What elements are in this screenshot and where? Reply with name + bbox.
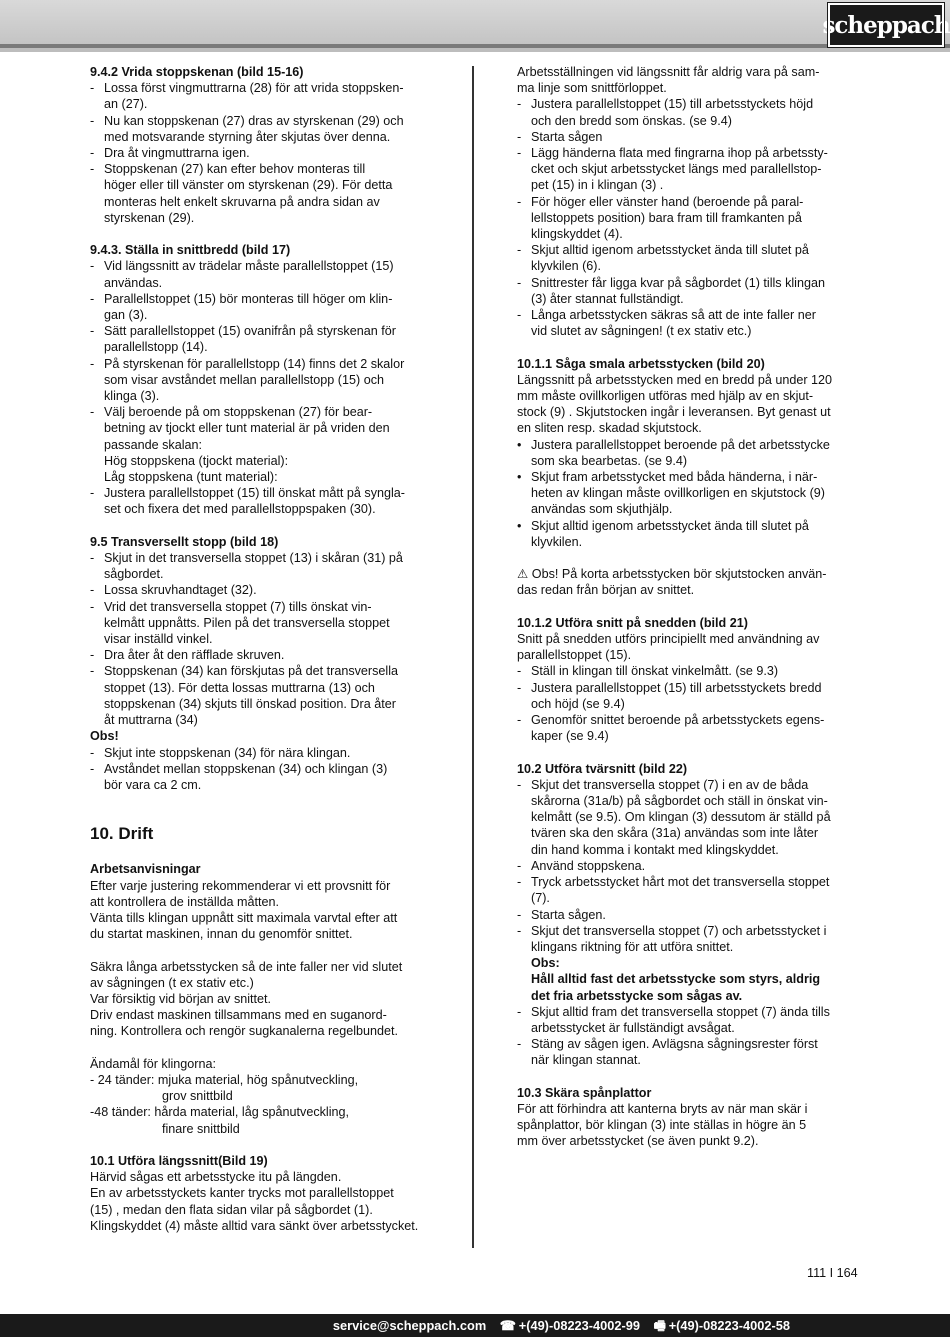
list-item-line: sågbordet. xyxy=(104,567,164,582)
bullet-marker: - xyxy=(517,308,522,323)
list-item-line: tvären ska den skåra (31a) användas som inte låter xyxy=(531,826,819,841)
bullet-marker: - xyxy=(517,129,522,144)
text-line: en sliten resp. skadad skjutstock. xyxy=(517,421,702,436)
text-line: Längssnitt på arbetsstycken med en bredd på under 120 xyxy=(517,372,833,387)
list-item-line: Vid längssnitt av trädelar måste parallellstoppet (15) xyxy=(104,259,394,274)
bullet-marker: - xyxy=(517,194,522,209)
text-line: att kontrollera de inställda måtten. xyxy=(90,894,280,909)
bullet-list xyxy=(90,258,435,517)
bullet-marker: - xyxy=(90,599,95,614)
bullet-marker: - xyxy=(90,583,95,598)
list-item-line: Skjut alltid fram det transversella stoppet (7) ända tills xyxy=(531,1004,830,1019)
obs-line: det fria arbetsstycke som sågas av. xyxy=(531,988,743,1003)
bullet-marker: - xyxy=(517,875,522,890)
footer-email[interactable]: service@scheppach.com xyxy=(332,1318,487,1333)
bullet-marker: - xyxy=(517,680,522,695)
text-line: Vänta tills klingan uppnått sitt maximala varvtal efter att xyxy=(90,910,398,925)
paragraph xyxy=(517,1101,857,1150)
paragraph xyxy=(90,1169,435,1234)
list-item xyxy=(90,582,435,598)
list-item xyxy=(517,680,857,712)
bullet-marker: - xyxy=(517,664,522,679)
text-line: För att förhindra att kanterna bryts av när man skär i xyxy=(517,1101,808,1116)
list-item xyxy=(90,404,435,485)
list-item-line: kelmått (se 9.5). Om klingan (3) dessutom är ställd på xyxy=(531,810,831,825)
paragraph xyxy=(517,64,857,96)
text-line: Driv endast maskinen tillsammans med en suganord- xyxy=(90,1008,387,1023)
list-item-line: Skjut det transversella stoppet (7) och arbetsstycket i xyxy=(531,923,827,938)
list-item xyxy=(90,745,435,761)
tooth-line: - 24 tänder: mjuka material, hög spånutveckling, xyxy=(90,1072,359,1087)
bullet-marker: - xyxy=(517,243,522,258)
list-item-line: cket och skjut arbetsstycket längs med parallellstop- xyxy=(531,162,822,177)
bullet-marker: - xyxy=(90,405,95,420)
text-line: Var försiktig vid början av snittet. xyxy=(90,991,272,1006)
bullet-marker: - xyxy=(90,146,95,161)
bullet-marker: - xyxy=(517,777,522,792)
list-item-line: Skjut in det transversella stoppet (13) i skåran (31) på xyxy=(104,551,403,566)
list-item-line: vid slutet av sågningen! (t ex stativ etc.) xyxy=(531,324,752,339)
footer-bar xyxy=(0,1314,950,1337)
list-item-line: Skjut det transversella stoppet (7) i en av de båda xyxy=(531,777,809,792)
list-item-line: an (27). xyxy=(104,97,148,112)
bullet-marker: - xyxy=(90,81,95,96)
list-item-line: pet (15) in i klingan (3) . xyxy=(531,178,664,193)
list-item-line: som ska bearbetas. (se 9.4) xyxy=(531,453,688,468)
obs-line: Håll alltid fast det arbetsstycke som styrs, aldrig xyxy=(531,972,821,987)
list-item xyxy=(90,550,435,582)
tooth-line: grov snittbild xyxy=(162,1089,233,1104)
list-item xyxy=(90,761,435,793)
list-item xyxy=(517,242,857,274)
footer-phone: +(49)-08223-4002-99 xyxy=(518,1318,641,1333)
list-item xyxy=(90,258,435,290)
list-item xyxy=(517,663,857,679)
left-column xyxy=(90,64,435,1234)
list-item-line: Ställ in klingan till önskat vinkelmått. (se 9.3) xyxy=(531,664,779,679)
section-title: 9.4.3. Ställa in snittbredd (bild 17) xyxy=(90,243,291,258)
list-item xyxy=(90,599,435,648)
fax-icon: 🖷 xyxy=(653,1318,666,1333)
text-line: Snitt på snedden utförs principiellt med användning av xyxy=(517,632,820,647)
section-title: 10.2 Utföra tvärsnitt (bild 22) xyxy=(517,761,688,776)
bullet-marker: - xyxy=(90,162,95,177)
list-item-line: passande skalan: xyxy=(104,437,203,452)
list-item-line: kelmått uppnåtts. Pilen på det transversella stoppet xyxy=(104,615,390,630)
list-item xyxy=(517,194,857,243)
bullet-marker: - xyxy=(517,275,522,290)
list-item xyxy=(90,485,435,517)
list-item-line: åt muttrarna (34) xyxy=(104,713,198,728)
list-item-line: betning av tjockt eller tunt material är på vriden den xyxy=(104,421,390,436)
list-item-line: stoppet (13). För detta lossas muttrarna (13) och xyxy=(104,680,375,695)
list-item-line: heten av klingan måste ovillkorligen en skjutstock (9) xyxy=(531,486,825,501)
obs-label: Obs: xyxy=(531,956,560,971)
phone-icon: ☎ xyxy=(499,1318,516,1333)
text-line: Efter varje justering rekommenderar vi ett provsnitt för xyxy=(90,878,391,893)
list-item xyxy=(517,469,857,518)
list-item-line: när klingan stannat. xyxy=(531,1053,641,1068)
list-item-line: Snittrester får ligga kvar på sågbordet (1) tills klingan xyxy=(531,275,825,290)
list-item-line: Nu kan stoppskenan (27) dras av styrskenan (29) och xyxy=(104,113,404,128)
text-line: mm över arbetsstycket (se även punkt 9.2). xyxy=(517,1134,759,1149)
list-item-line: Stäng av sågen igen. Avlägsna sågningsrester först xyxy=(531,1037,818,1052)
list-item-line: Justera parallellstoppet (15) till önskat mått på syngla- xyxy=(104,486,405,501)
list-item-line: Skjut inte stoppskenan (34) för nära klingan. xyxy=(104,745,351,760)
list-item-line: Dra åt vingmuttrarna igen. xyxy=(104,146,250,161)
list-item-line: klingans riktning för att utföra snittet. xyxy=(531,939,734,954)
list-item-line: gan (3). xyxy=(104,308,148,323)
list-item xyxy=(517,518,857,550)
list-item-line: Justera parallellstoppet beroende på det arbetsstycke xyxy=(531,437,830,452)
list-item-line: Starta sågen. xyxy=(531,907,606,922)
list-item-line: höger eller till vänster om styrskenan (29). För detta xyxy=(104,178,393,193)
list-item-line: Starta sågen xyxy=(531,129,603,144)
bullet-marker: - xyxy=(90,486,95,501)
list-item-line: klingskyddet (4). xyxy=(531,227,623,242)
text-line: ning. Kontrollera och rengör sugkanalerna regelbundet. xyxy=(90,1024,399,1039)
list-item-line: Använd stoppskena. xyxy=(531,858,646,873)
list-item-line: Skjut alltid igenom arbetsstycket ända till slutet på xyxy=(531,243,809,258)
text-line: Härvid sågas ett arbetsstycke itu på längden. xyxy=(90,1170,342,1185)
list-item-line: arbetsstycket är fullständigt avsågat. xyxy=(531,1020,735,1035)
list-item-line: styrskenan (29). xyxy=(104,210,195,225)
list-item-line: Avståndet mellan stoppskenan (34) och klingan (3) xyxy=(104,761,388,776)
list-item-line: (3) åter stannat fullständigt. xyxy=(531,291,684,306)
text-line: En av arbetsstyckets kanter trycks mot parallellstoppet xyxy=(90,1186,394,1201)
list-item xyxy=(517,923,857,955)
bullet-marker: - xyxy=(90,648,95,663)
bullet-list xyxy=(517,437,857,550)
paragraph xyxy=(90,959,435,1040)
list-item xyxy=(517,145,857,194)
bullet-marker: - xyxy=(517,713,522,728)
scheppach-logo xyxy=(822,3,950,47)
list-item-line: Välj beroende på om stoppskenan (27) för bear- xyxy=(104,405,373,420)
list-item xyxy=(517,777,857,858)
tooth-line: finare snittbild xyxy=(162,1121,240,1136)
top-bar xyxy=(0,0,950,48)
tooth-line: -48 tänder: hårda material, låg spånutveckling, xyxy=(90,1105,350,1120)
bullet-list xyxy=(90,80,435,226)
list-item-line: På styrskenan för parallellstopp (14) finns det 2 skalor xyxy=(104,356,405,371)
list-item-line: parallellstopp (14). xyxy=(104,340,208,355)
obs-label: Obs! xyxy=(90,729,119,744)
bullet-marker: • xyxy=(517,518,522,533)
list-item-line: stoppskenan (34) skjuts till önskad position. Dra åter xyxy=(104,696,396,711)
section-title: 10.1.2 Utföra snitt på snedden (bild 21) xyxy=(517,615,748,630)
bullet-list xyxy=(517,777,857,955)
list-item-line: klinga (3). xyxy=(104,389,160,404)
bullet-list xyxy=(90,745,435,794)
list-item-line: och höjd (se 9.4) xyxy=(531,696,625,711)
list-item-line: Lossa skruvhandtaget (32). xyxy=(104,583,257,598)
text-line: spånplattor, bör klingan (3) inte ställas in högre än 5 xyxy=(517,1118,807,1133)
list-item xyxy=(90,356,435,405)
section-title: Arbetsanvisningar xyxy=(90,862,201,877)
list-item-line: Justera parallellstoppet (15) till arbetsstyckets höjd xyxy=(531,97,814,112)
bullet-marker: - xyxy=(517,97,522,112)
list-item xyxy=(517,1036,857,1068)
list-item-line: set och fixera det med parallellstoppspaken (30). xyxy=(104,502,376,517)
list-item-line: Skjut fram arbetsstycket med båda händerna, i när- xyxy=(531,470,818,485)
list-item xyxy=(517,712,857,744)
list-item-line: Justera parallellstoppet (15) till arbetsstyckets bredd xyxy=(531,680,822,695)
list-item-line: klyvkilen (6). xyxy=(531,259,601,274)
text-line: mm måste ovillkorligen utföras med hjälp av en skjut- xyxy=(517,389,814,404)
bullet-marker: - xyxy=(517,1004,522,1019)
list-item xyxy=(517,858,857,874)
section-title: 10.3 Skära spånplattor xyxy=(517,1085,652,1100)
text-line: du startat maskinen, innan du genomför snittet. xyxy=(90,927,353,942)
bullet-marker: - xyxy=(90,291,95,306)
paragraph xyxy=(517,372,857,437)
text-line: (15) , medan den flata sidan vilar på sågbordet (1). xyxy=(90,1202,373,1217)
list-item-line: med motsvarande styrning åter skjutas över denna. xyxy=(104,129,391,144)
text-line: parallellstoppet (15). xyxy=(517,648,632,663)
paragraph xyxy=(90,878,435,943)
paragraph-heading: Ändamål för klingorna: xyxy=(90,1056,217,1071)
list-item-line: Dra åter åt den räfflade skruven. xyxy=(104,648,285,663)
text-line: av sågningen (t ex stativ etc.) xyxy=(90,975,254,990)
list-item xyxy=(90,647,435,663)
bullet-marker: - xyxy=(90,664,95,679)
bullet-marker: • xyxy=(517,470,522,485)
list-item-line: För höger eller vänster hand (beroende på paral- xyxy=(531,194,804,209)
paragraph xyxy=(517,631,857,663)
list-item-line: Stoppskenan (34) kan förskjutas på det transversella xyxy=(104,664,399,679)
list-item-line: bör vara ca 2 cm. xyxy=(104,777,202,792)
list-item-line: Vrid det transversella stoppet (7) tills önskat vin- xyxy=(104,599,372,614)
list-item xyxy=(517,1004,857,1036)
bullet-marker: - xyxy=(90,356,95,371)
list-item xyxy=(517,874,857,906)
bullet-marker: - xyxy=(90,745,95,760)
bullet-list xyxy=(90,550,435,728)
list-item-line: Parallellstoppet (15) bör monteras till höger om klin- xyxy=(104,291,393,306)
list-item xyxy=(90,291,435,323)
text-line: Arbetsställningen vid längssnitt får aldrig vara på sam- xyxy=(517,65,820,79)
list-item-line: (7). xyxy=(531,891,550,906)
top-bar-shadow xyxy=(0,48,950,52)
bullet-list xyxy=(517,96,857,339)
list-item-line: din hand komma i kontakt med klingskyddet. xyxy=(531,842,779,857)
section-title: 9.4.2 Vrida stoppskenan (bild 15-16) xyxy=(90,65,304,79)
bullet-marker: • xyxy=(517,437,522,452)
right-column xyxy=(517,64,857,1150)
chapter-title: 10. Drift xyxy=(90,824,154,844)
text-line: ma linje som snittförloppet. xyxy=(517,81,667,96)
list-item xyxy=(90,161,435,226)
section-title: 9.5 Transversellt stopp (bild 18) xyxy=(90,534,279,549)
text-line: ⚠ Obs! På korta arbetsstycken bör skjutstocken använ- xyxy=(517,567,827,582)
list-item xyxy=(517,96,857,128)
list-item-line: Stoppskenan (27) kan efter behov monteras till xyxy=(104,162,366,177)
list-item-line: och den bredd som önskas. (se 9.4) xyxy=(531,113,732,128)
list-item-line: Tryck arbetsstycket hårt mot det transversella stoppet xyxy=(531,875,830,890)
list-item-line: kaper (se 9.4) xyxy=(531,729,609,744)
list-item-line: användas som skjuthjälp. xyxy=(531,502,673,517)
list-item xyxy=(90,323,435,355)
text-line: Klingskyddet (4) måste alltid vara sänkt över arbetsstycket. xyxy=(90,1218,419,1233)
list-item-line: monteras helt enkelt skruvarna på andra sidan av xyxy=(104,194,380,209)
list-item-line: Genomför snittet beroende på arbetsstyckets egens- xyxy=(531,713,825,728)
list-item xyxy=(517,129,857,145)
bullet-marker: - xyxy=(90,259,95,274)
bullet-marker: - xyxy=(517,858,522,873)
list-item-line: Sätt parallellstoppet (15) ovanifrån på styrskenan för xyxy=(104,324,396,339)
list-item xyxy=(517,907,857,923)
list-item-line: Lossa först vingmuttrarna (28) för att vrida stoppsken- xyxy=(104,81,404,96)
bullet-marker: - xyxy=(517,923,522,938)
warning-paragraph xyxy=(517,566,857,598)
list-item xyxy=(90,113,435,145)
bullet-marker: - xyxy=(90,551,95,566)
list-item-line: Lägg händerna flata med fingrarna ihop på arbetssty- xyxy=(531,146,828,161)
bullet-marker: - xyxy=(517,907,522,922)
bullet-marker: - xyxy=(90,324,95,339)
list-item xyxy=(90,663,435,728)
list-item xyxy=(90,80,435,112)
logo-text: scheppach xyxy=(822,11,950,39)
list-item-line: Hög stoppskena (tjockt material): xyxy=(104,453,289,468)
list-item xyxy=(517,437,857,469)
list-item-line: Låg stoppskena (tunt material): xyxy=(104,470,278,485)
bullet-marker: - xyxy=(517,146,522,161)
section-title: 10.1 Utföra längssnitt(Bild 19) xyxy=(90,1153,268,1168)
list-item-line: Långa arbetsstycken säkras så att de inte faller ner xyxy=(531,308,816,323)
footer-fax: +(49)-08223-4002-58 xyxy=(668,1318,790,1333)
bullet-marker: - xyxy=(517,1037,522,1052)
list-item-line: lellstoppets position) bara fram till framkanten på xyxy=(531,210,802,225)
column-divider xyxy=(472,66,474,1248)
bullet-marker: - xyxy=(90,761,95,776)
bullet-list xyxy=(517,663,857,744)
text-line: Säkra långa arbetsstycken så de inte faller ner vid slutet xyxy=(90,959,403,974)
list-item-line: som visar avståndet mellan parallellstopp (15) och xyxy=(104,372,384,387)
list-item-line: klyvkilen. xyxy=(531,534,583,549)
bullet-marker: - xyxy=(90,113,95,128)
list-item-line: visar inställd vinkel. xyxy=(104,632,213,647)
list-item xyxy=(90,145,435,161)
list-item-line: användas. xyxy=(104,275,163,290)
text-line: das redan från början av snittet. xyxy=(517,583,695,598)
list-item xyxy=(517,307,857,339)
list-item-line: Skjut alltid igenom arbetsstycket ända till slutet på xyxy=(531,518,809,533)
footer-contact xyxy=(333,1317,790,1339)
list-item xyxy=(517,275,857,307)
list-item-line: skårorna (31a/b) på sågbordet och ställ in önskat vin- xyxy=(531,794,828,809)
text-line: stock (9) . Skjutstocken ingår i leveransen. Byt genast ut xyxy=(517,405,831,420)
page-number: 111 I 164 xyxy=(807,1266,858,1280)
bullet-list xyxy=(517,1004,857,1069)
section-title: 10.1.1 Såga smala arbetsstycken (bild 20) xyxy=(517,356,765,371)
